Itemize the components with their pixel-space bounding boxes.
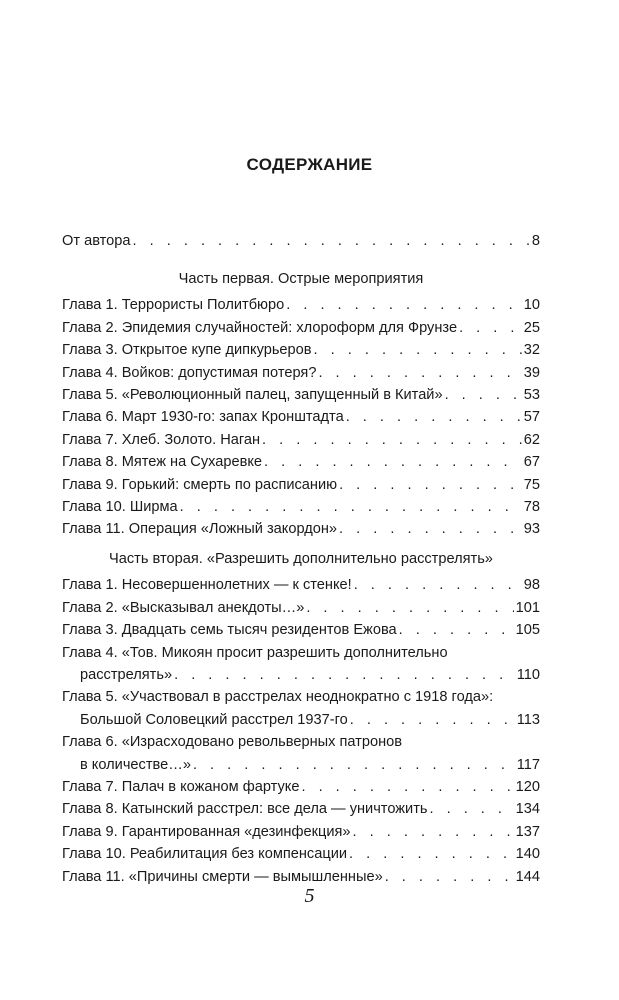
- entry-title: Глава 9. Гарантированная «дезинфекция»: [62, 823, 351, 840]
- dot-leader: [349, 843, 514, 865]
- entry-page: 117: [516, 756, 540, 773]
- dot-leader: [262, 429, 522, 451]
- toc-entry[interactable]: [62, 294, 540, 316]
- dot-leader: [429, 798, 513, 820]
- entry-title: Глава 2. Эпидемия случайностей: хлороформ для Фрунзе: [62, 319, 458, 336]
- dot-leader: [445, 384, 522, 406]
- entry-title: Глава 5. «Революционный палец, запущенный в Китай»: [62, 387, 443, 404]
- dot-leader: [353, 821, 514, 843]
- entry-title: Глава 8. Катынский расстрел: все дела — уничтожить: [62, 801, 428, 818]
- entry-page: 113: [516, 711, 540, 728]
- dot-leader: [346, 406, 522, 428]
- toc-entry[interactable]: [62, 776, 540, 798]
- part-title: Часть первая. Острые мероприятия: [178, 271, 424, 287]
- entry-page: 144: [515, 868, 540, 885]
- toc-entry[interactable]: [62, 384, 540, 406]
- dot-leader: [314, 339, 522, 361]
- entry-title-line1: Глава 6. «Израсходовано револьверных патронов: [62, 734, 403, 751]
- dot-leader: [399, 619, 514, 641]
- entry-title: Глава 10. Реабилитация без компенсации: [62, 846, 348, 863]
- page-title: СОДЕРЖАНИЕ: [246, 155, 373, 174]
- toc-entry[interactable]: [62, 406, 540, 428]
- entry-page: 62: [523, 431, 540, 448]
- entry-title: От автора: [62, 233, 131, 249]
- dot-leader: [264, 451, 522, 473]
- dot-leader: [354, 574, 522, 596]
- dot-leader: [286, 294, 522, 316]
- entry-title: Глава 8. Мятеж на Сухаревке: [62, 454, 263, 471]
- dot-leader: [318, 362, 521, 384]
- entry-page: 101: [515, 599, 540, 616]
- entry-title: Глава 7. Палач в кожаном фартуке: [62, 779, 300, 796]
- entry-page: 120: [515, 779, 540, 796]
- entry-title: Глава 6. Март 1930-го: запах Кронштадта: [62, 409, 344, 426]
- toc-entry-multiline[interactable]: [62, 642, 540, 687]
- entry-page: 67: [523, 454, 540, 471]
- toc-entry[interactable]: [62, 821, 540, 843]
- dot-leader: [133, 230, 530, 252]
- toc-entry[interactable]: [62, 362, 540, 384]
- entry-title: Глава 1. Несовершеннолетних — к стенке!: [62, 577, 352, 594]
- toc-entry-multiline[interactable]: [62, 731, 540, 776]
- toc-entry[interactable]: [62, 518, 540, 540]
- entry-page: 93: [523, 521, 540, 538]
- dot-leader: [174, 664, 515, 686]
- entry-page: 39: [523, 364, 540, 381]
- toc-entry[interactable]: [62, 597, 540, 619]
- dot-leader: [180, 496, 522, 518]
- entry-title: Глава 9. Горький: смерть по расписанию: [62, 476, 338, 493]
- toc-entry[interactable]: [62, 230, 540, 252]
- dot-leader: [301, 776, 513, 798]
- toc-part-2: [62, 548, 540, 888]
- entry-page: 32: [523, 342, 540, 359]
- dot-leader: [459, 317, 522, 339]
- entry-title: Глава 3. Открытое купе дипкурьеров: [62, 342, 312, 359]
- entry-title: Глава 11. Операция «Ложный закордон»: [62, 521, 338, 538]
- dot-leader: [306, 597, 513, 619]
- entry-page: 57: [523, 409, 540, 426]
- toc-entry[interactable]: [62, 317, 540, 339]
- toc-entry[interactable]: [62, 798, 540, 820]
- toc-entry[interactable]: [62, 496, 540, 518]
- entry-page: 105: [515, 622, 540, 639]
- toc-entry[interactable]: [62, 474, 540, 496]
- toc-part-1: [62, 268, 540, 541]
- entry-title-line1: Глава 4. «Тов. Микоян просит разрешить дополнительно: [62, 644, 448, 661]
- toc-entry[interactable]: [62, 843, 540, 865]
- entry-title: Большой Соловецкий расстрел 1937-го: [80, 711, 348, 728]
- entry-page: 137: [515, 823, 540, 840]
- entry-page: 53: [523, 387, 540, 404]
- toc-entry[interactable]: [62, 451, 540, 473]
- entry-page: 8: [531, 233, 540, 249]
- entry-title: Глава 3. Двадцать семь тысяч резидентов Ежова: [62, 622, 397, 639]
- entry-page: 25: [523, 319, 540, 336]
- entry-page: 78: [523, 499, 540, 516]
- dot-leader: [350, 709, 515, 731]
- dot-leader: [339, 474, 522, 496]
- dot-leader: [339, 518, 522, 540]
- page-number: 5: [304, 885, 315, 907]
- entry-page: 10: [523, 297, 540, 314]
- entry-title-line1: Глава 5. «Участвовал в расстрелах неоднократно с 1918 года»:: [62, 689, 494, 706]
- entry-title: Глава 11. «Причины смерти — вымышленные»: [62, 868, 383, 885]
- entry-title: Глава 2. «Высказывал анекдоты…»: [62, 599, 305, 616]
- toc-intro: [62, 230, 540, 252]
- toc-entry[interactable]: [62, 574, 540, 596]
- entry-title: Глава 4. Войков: допустимая потеря?: [62, 364, 317, 381]
- entry-page: 110: [516, 667, 540, 684]
- toc-entry[interactable]: [62, 339, 540, 361]
- entry-title: Глава 7. Хлеб. Золото. Наган: [62, 431, 261, 448]
- toc-entry[interactable]: [62, 429, 540, 451]
- entry-page: 98: [523, 577, 540, 594]
- entry-title: в количестве…»: [80, 756, 191, 773]
- entry-page: 140: [515, 846, 540, 863]
- entry-title: Глава 10. Ширма: [62, 499, 178, 516]
- entry-page: 134: [515, 801, 540, 818]
- entry-title: Глава 1. Террористы Политбюро: [62, 297, 285, 314]
- dot-leader: [193, 754, 515, 776]
- part-title: Часть вторая. «Разрешить дополнительно расстрелять»: [109, 551, 493, 567]
- toc-entry-multiline[interactable]: [62, 686, 540, 731]
- entry-page: 75: [523, 476, 540, 493]
- entry-title: расстрелять»: [80, 667, 173, 684]
- toc-entry[interactable]: [62, 619, 540, 641]
